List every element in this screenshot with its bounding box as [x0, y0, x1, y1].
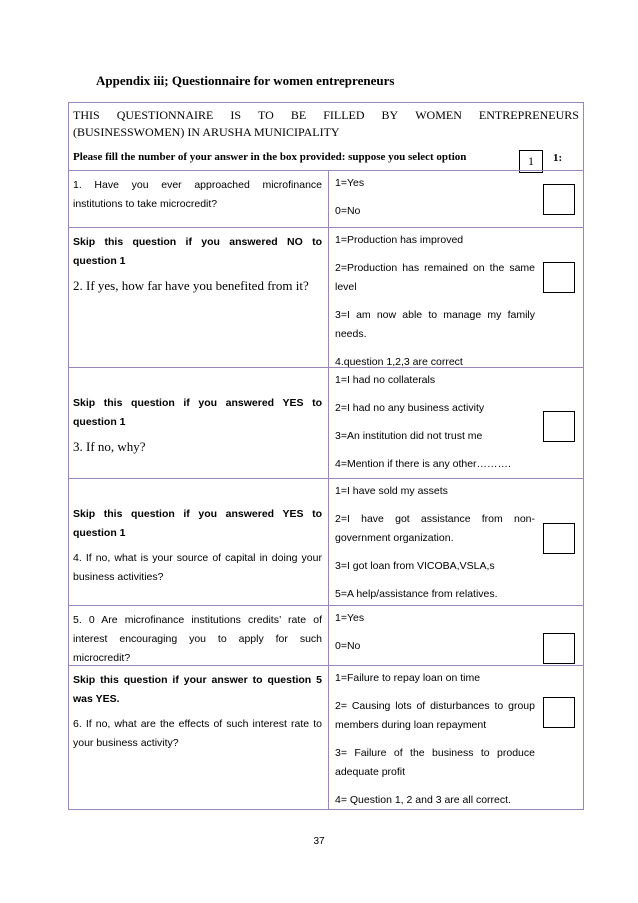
answer-box[interactable]	[543, 262, 575, 293]
header-word: ENTREPRENEURS	[478, 108, 579, 122]
header-word: THIS	[73, 108, 100, 122]
option: 4= Question 1, 2 and 3 are all correct.	[335, 794, 511, 806]
header-line-1	[73, 107, 579, 124]
option: 2=I had no any business activity	[335, 402, 485, 414]
option: 1=Yes	[335, 177, 365, 189]
skip-instruction: Skip this question if your answer to question 5 was YES.	[73, 674, 322, 705]
questionnaire-table	[68, 102, 584, 810]
header-word: FILLED	[323, 108, 365, 122]
question-row-1	[69, 170, 583, 227]
header-word: QUESTIONNAIRE	[116, 108, 214, 122]
table-header	[69, 103, 583, 170]
answer-box[interactable]	[543, 697, 575, 728]
question-cell	[69, 368, 329, 478]
skip-instruction: Skip this question if you answered YES to question 1	[73, 397, 322, 428]
answer-box[interactable]	[543, 184, 575, 215]
header-word: BE	[290, 108, 307, 122]
option: 5=A help/assistance from relatives.	[335, 588, 498, 600]
option: 1=Failure to repay loan on time	[335, 672, 481, 684]
header-instruction: Please fill the number of your answer in the box provided: suppose you select option	[73, 151, 467, 163]
option: 2=I have got assistance from non-government organization.	[335, 513, 535, 544]
question-text: 6. If no, what are the effects of such interest rate to your business activity?	[73, 718, 322, 749]
header-word: BY	[381, 108, 399, 122]
question-cell	[69, 171, 329, 227]
example-answer-label: 1:	[553, 152, 563, 164]
option: 4.question 1,2,3 are correct	[335, 356, 463, 368]
question-cell	[69, 479, 329, 605]
example-answer-box: 1	[519, 150, 543, 173]
option: 1=I had no collaterals	[335, 374, 436, 386]
question-row-2	[69, 227, 583, 367]
options-cell	[329, 666, 583, 809]
question-cell	[69, 606, 329, 665]
header-word: IS	[230, 108, 242, 122]
options-cell	[329, 228, 583, 367]
option: 0=No	[335, 640, 361, 652]
page-number: 37	[313, 836, 325, 847]
option: 3=I got loan from VICOBA,VSLA,s	[335, 560, 495, 572]
option: 3= Failure of the business to produce adequate profit	[335, 747, 535, 778]
question-text: 3. If no, why?	[73, 439, 146, 454]
option: 3=I am now able to manage my family needs.	[335, 309, 535, 340]
option: 1=Yes	[335, 612, 365, 624]
question-row-4	[69, 478, 583, 605]
page-title: Appendix iii; Questionnaire for women entrepreneurs	[96, 73, 395, 88]
answer-box[interactable]	[543, 633, 575, 664]
question-row-5	[69, 605, 583, 665]
question-row-3	[69, 367, 583, 478]
question-text: 2. If yes, how far have you benefited from it?	[73, 278, 309, 293]
option: 2= Causing lots of disturbances to group members during loan repayment	[335, 700, 535, 731]
question-cell	[69, 666, 329, 809]
answer-box[interactable]	[543, 523, 575, 554]
header-word: WOMEN	[415, 108, 462, 122]
option: 3=An institution did not trust me	[335, 430, 483, 442]
skip-instruction: Skip this question if you answered NO to question 1	[73, 236, 322, 267]
option: 1=I have sold my assets	[335, 485, 448, 497]
question-text: 5. 0 Are microfinance institutions credits’ rate of interest encouraging you to apply for such microcredit?	[73, 614, 322, 664]
header-word: TO	[258, 108, 274, 122]
skip-instruction: Skip this question if you answered YES to question 1	[73, 508, 322, 539]
answer-box[interactable]	[543, 411, 575, 442]
question-cell	[69, 228, 329, 367]
question-row-6	[69, 665, 583, 809]
question-text: 4. If no, what is your source of capital in doing your business activities?	[73, 552, 322, 583]
option: 1=Production has improved	[335, 234, 464, 246]
option: 2=Production has remained on the same level	[335, 262, 535, 293]
header-line-2: (BUSINESSWOMEN) IN ARUSHA MUNICIPALITY	[73, 125, 340, 139]
question-text: 1. Have you ever approached microfinance institutions to take microcredit?	[73, 179, 322, 210]
option: 0=No	[335, 205, 361, 217]
option: 4=Mention if there is any other……….	[335, 458, 511, 470]
